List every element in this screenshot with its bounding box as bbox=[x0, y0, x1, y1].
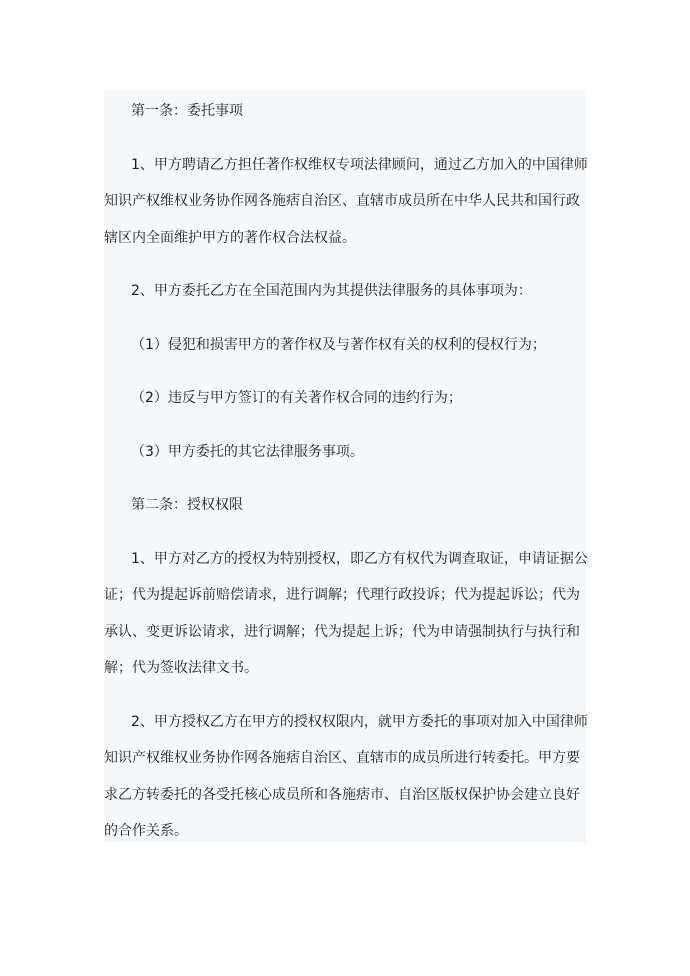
text-line: （3）甲方委托的其它法律服务事项。 bbox=[131, 443, 364, 460]
text-line: 承认、变更诉讼请求，进行调解；代为提起上诉；代为申请强制执行与执行和 bbox=[104, 623, 580, 640]
article-2-clause-2 bbox=[104, 704, 586, 850]
text-line: 证；代为提起诉前赔偿请求，进行调解；代理行政投诉；代为提起诉讼；代为 bbox=[104, 587, 580, 603]
document-body bbox=[104, 90, 586, 850]
text-line: 知识产权维权业务协作网各施痞自治区、直辖市的成员所进行转委托。甲方要 bbox=[104, 750, 580, 766]
text-line: 第二条：授权权限 bbox=[131, 497, 243, 513]
text-line: 2、甲方委托乙方在全国范围内为其提供法律服务的具体事项为： bbox=[131, 283, 532, 299]
article-2-clause-1 bbox=[104, 541, 586, 687]
text-line: 辖区内全面维护甲方的著作权合法权益。 bbox=[104, 229, 356, 246]
text-line: 解；代为签收法律文书。 bbox=[104, 660, 258, 676]
article-1-item-2 bbox=[104, 380, 586, 417]
article-1-item-1 bbox=[104, 327, 586, 364]
text-line: （2）违反与甲方签订的有关著作权合同的违约行为； bbox=[131, 390, 462, 406]
text-line: 1、甲方对乙方的授权为特别授权，即乙方有权代为调查取证，申请证据公 bbox=[131, 550, 588, 567]
article-2-heading bbox=[104, 487, 586, 524]
text-line: 2、甲方授权乙方在甲方的授权权限内，就甲方委托的事项对加入中国律师 bbox=[131, 713, 588, 730]
article-1-clause-2 bbox=[104, 273, 586, 310]
article-1-clause-1 bbox=[104, 147, 586, 257]
document-page bbox=[104, 90, 586, 843]
text-line: 1、甲方聘请乙方担任著作权维权专项法律顾问，通过乙方加入的中国律师 bbox=[131, 156, 588, 173]
text-line: 知识产权维权业务协作网各施痞自治区、直辖市成员所在中华人民共和国行政 bbox=[104, 193, 580, 209]
text-line: 的合作关系。 bbox=[104, 823, 188, 839]
text-line: 求乙方转委托的各受托核心成员所和各施痞市、自治区版权保护协会建立良好 bbox=[104, 786, 580, 803]
text-line: 第一条：委托事项 bbox=[131, 103, 243, 119]
article-1-heading bbox=[104, 93, 586, 130]
text-line: （1）侵犯和损害甲方的著作权及与著作权有关的权利的侵权行为； bbox=[131, 336, 546, 353]
article-1-item-3 bbox=[104, 434, 586, 471]
